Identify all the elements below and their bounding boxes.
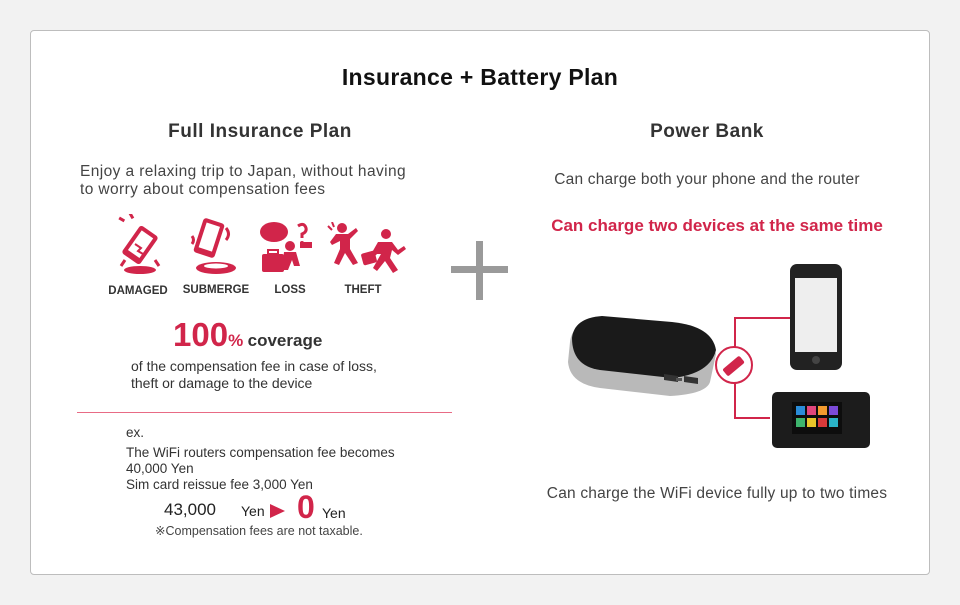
insurance-intro-line2: to worry about compensation fees (80, 181, 326, 198)
insurance-intro-line1: Enjoy a relaxing trip to Japan, without having (80, 163, 407, 180)
section-divider (77, 412, 452, 413)
power-bank-illustration (560, 262, 880, 452)
coverage-desc-line1: of the compensation fee in case of loss, (131, 358, 377, 374)
insurance-heading: Full Insurance Plan (168, 121, 352, 142)
coverage-number: 100 (173, 316, 229, 353)
coverage-word: coverage (247, 331, 323, 350)
icon-label-damaged: DAMAGED (108, 285, 168, 297)
power-bank-device-icon (568, 316, 716, 396)
icon-label-submerge: SUBMERGE (182, 284, 250, 296)
lost-luggage-icon (258, 220, 316, 276)
icon-label-loss: LOSS (274, 284, 306, 296)
power-bank-footer: Can charge the WiFi device fully up to two times (546, 485, 888, 502)
before-amount: 43,000 (164, 500, 216, 519)
example-line3: Sim card reissue fee 3,000 Yen (126, 477, 313, 492)
after-unit: Yen (322, 505, 346, 521)
plus-icon-vertical (476, 241, 483, 300)
before-unit: Yen (241, 503, 265, 519)
example-label: ex. (126, 425, 145, 440)
tax-note: ※Compensation fees are not taxable. (155, 524, 363, 538)
page-title: Insurance + Battery Plan (341, 64, 619, 90)
theft-icon (326, 222, 406, 278)
icon-label-theft: THEFT (344, 284, 382, 296)
example-line1: The WiFi routers compensation fee becomes (126, 445, 395, 460)
submerged-phone-icon (190, 218, 240, 276)
power-bank-highlight: Can charge two devices at the same time (551, 216, 883, 235)
after-amount: 0 (297, 489, 315, 525)
coverage-headline (173, 316, 322, 354)
power-bank-desc: Can charge both your phone and the router (554, 171, 860, 188)
coverage-percent-sign: % (228, 331, 244, 350)
power-bank-heading: Power Bank (650, 121, 764, 142)
coverage-desc-line2: theft or damage to the device (131, 375, 313, 391)
example-line2: 40,000 Yen (126, 461, 194, 476)
damaged-phone-icon (115, 214, 165, 276)
smartphone-icon (790, 264, 842, 370)
arrow-right-icon (270, 504, 286, 518)
wifi-router-icon (772, 392, 870, 448)
